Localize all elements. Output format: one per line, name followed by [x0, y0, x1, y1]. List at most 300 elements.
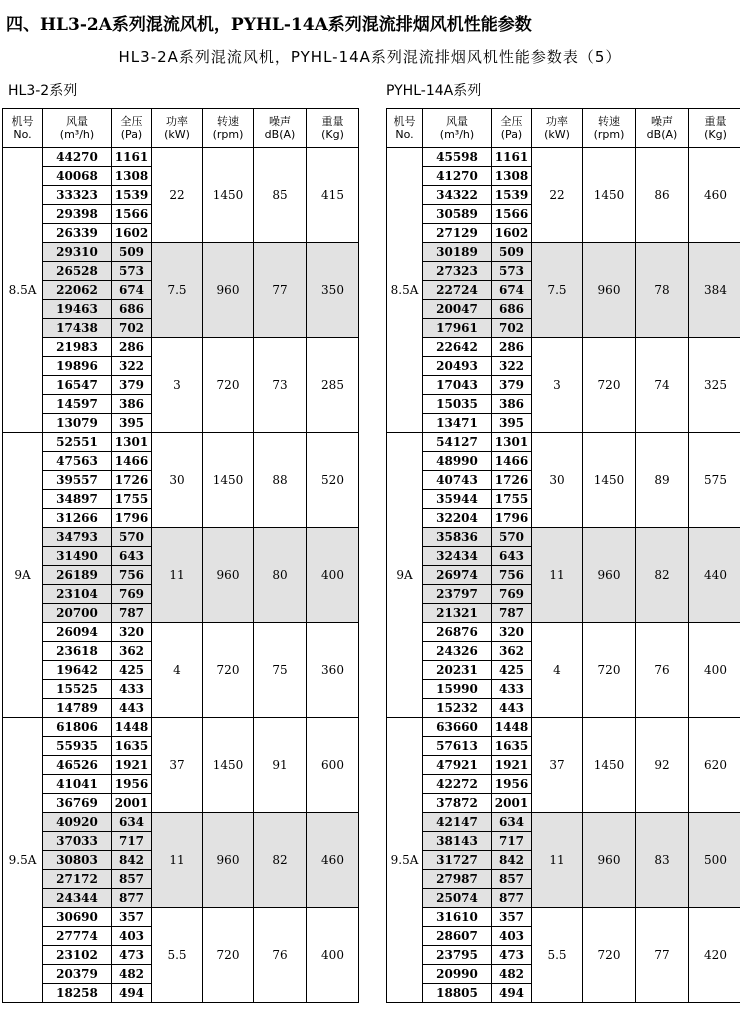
pressure-cell: 286: [492, 338, 532, 357]
airflow-cell: 34897: [43, 490, 112, 509]
pressure-cell: 756: [492, 566, 532, 585]
airflow-cell: 31727: [423, 851, 492, 870]
noise-cell: 76: [636, 623, 689, 718]
pressure-cell: 473: [492, 946, 532, 965]
airflow-cell: 23102: [43, 946, 112, 965]
weight-header: [307, 109, 359, 148]
noise-header-line: 噪声: [651, 115, 673, 128]
model-number-cell: 9.5A: [3, 718, 43, 1003]
airflow-cell: 13471: [423, 414, 492, 433]
series-label-pyhl-14a: PYHL-14A系列: [386, 83, 482, 99]
noise-cell: 78: [636, 243, 689, 338]
airflow-cell: 30189: [423, 243, 492, 262]
pressure-cell: 1448: [112, 718, 152, 737]
power-header-line: (kW): [164, 128, 190, 141]
airflow-cell: 63660: [423, 718, 492, 737]
power-header: [532, 109, 583, 148]
weight-cell: 360: [307, 623, 359, 718]
speed-header: [203, 109, 254, 148]
model-no-header: [3, 109, 43, 148]
pressure-cell: 443: [112, 699, 152, 718]
weight-cell: 575: [689, 433, 740, 528]
airflow-cell: 47921: [423, 756, 492, 775]
airflow-cell: 24344: [43, 889, 112, 908]
pressure-cell: 482: [112, 965, 152, 984]
table-row: [387, 813, 740, 832]
airflow-cell: 27172: [43, 870, 112, 889]
noise-cell: 86: [636, 148, 689, 243]
airflow-cell: 23795: [423, 946, 492, 965]
pressure-cell: 1539: [492, 186, 532, 205]
pressure-cell: 717: [492, 832, 532, 851]
pressure-cell: 573: [112, 262, 152, 281]
pressure-cell: 717: [112, 832, 152, 851]
pressure-cell: 787: [492, 604, 532, 623]
pressure-cell: 643: [492, 547, 532, 566]
pressure-cell: 1755: [112, 490, 152, 509]
airflow-header-line: (m³/h): [59, 128, 95, 141]
weight-header-line: (Kg): [321, 128, 344, 141]
power-cell: 3: [532, 338, 583, 433]
pressure-cell: 482: [492, 965, 532, 984]
pressure-cell: 357: [492, 908, 532, 927]
airflow-cell: 22642: [423, 338, 492, 357]
speed-cell: 960: [203, 243, 254, 338]
pressure-cell: 494: [112, 984, 152, 1003]
pressure-cell: 1602: [492, 224, 532, 243]
noise-cell: 76: [254, 908, 307, 1003]
power-cell: 22: [152, 148, 203, 243]
airflow-cell: 42147: [423, 813, 492, 832]
pressure-cell: 433: [492, 680, 532, 699]
weight-cell: 400: [307, 528, 359, 623]
pressure-cell: 702: [492, 319, 532, 338]
noise-cell: 91: [254, 718, 307, 813]
table-row: [387, 338, 740, 357]
weight-cell: 500: [689, 813, 740, 908]
pressure-cell: 425: [112, 661, 152, 680]
airflow-header-line: 风量: [66, 115, 88, 128]
airflow-cell: 36769: [43, 794, 112, 813]
airflow-cell: 23797: [423, 585, 492, 604]
noise-cell: 83: [636, 813, 689, 908]
airflow-cell: 19642: [43, 661, 112, 680]
weight-cell: 420: [689, 908, 740, 1003]
speed-cell: 960: [583, 243, 636, 338]
speed-cell: 720: [583, 908, 636, 1003]
airflow-cell: 32434: [423, 547, 492, 566]
airflow-cell: 57613: [423, 737, 492, 756]
pressure-cell: 473: [112, 946, 152, 965]
airflow-cell: 34322: [423, 186, 492, 205]
model-number-cell: 9.5A: [387, 718, 423, 1003]
pressure-cell: 494: [492, 984, 532, 1003]
airflow-cell: 41041: [43, 775, 112, 794]
airflow-cell: 37872: [423, 794, 492, 813]
pressure-cell: 842: [112, 851, 152, 870]
airflow-cell: 14789: [43, 699, 112, 718]
speed-header-line: 转速: [598, 115, 620, 128]
power-cell: 7.5: [532, 243, 583, 338]
airflow-cell: 20700: [43, 604, 112, 623]
pressure-cell: 1796: [112, 509, 152, 528]
pressure-cell: 1301: [112, 433, 152, 452]
pressure-cell: 1308: [492, 167, 532, 186]
airflow-cell: 48990: [423, 452, 492, 471]
airflow-cell: 26528: [43, 262, 112, 281]
pressure-cell: 769: [112, 585, 152, 604]
airflow-cell: 27987: [423, 870, 492, 889]
pressure-cell: 1466: [112, 452, 152, 471]
airflow-cell: 13079: [43, 414, 112, 433]
pressure-cell: 877: [112, 889, 152, 908]
power-cell: 4: [152, 623, 203, 718]
airflow-cell: 26189: [43, 566, 112, 585]
pressure-cell: 570: [492, 528, 532, 547]
power-cell: 5.5: [152, 908, 203, 1003]
airflow-cell: 19896: [43, 357, 112, 376]
pressure-cell: 674: [112, 281, 152, 300]
airflow-header-line: (m³/h): [439, 128, 475, 141]
noise-header-line: dB(A): [264, 128, 296, 141]
series-label-hl3-2: HL3-2系列: [8, 83, 78, 99]
airflow-cell: 30589: [423, 205, 492, 224]
weight-cell: 400: [307, 908, 359, 1003]
pressure-cell: 320: [112, 623, 152, 642]
airflow-header: [43, 109, 112, 148]
airflow-cell: 44270: [43, 148, 112, 167]
table-row: [3, 623, 359, 642]
speed-header: [583, 109, 636, 148]
power-cell: 30: [532, 433, 583, 528]
airflow-cell: 26876: [423, 623, 492, 642]
speed-cell: 960: [583, 528, 636, 623]
airflow-cell: 54127: [423, 433, 492, 452]
noise-cell: 82: [636, 528, 689, 623]
weight-header-line: 重量: [704, 115, 727, 128]
power-cell: 11: [532, 528, 583, 623]
pressure-header-line: 全压: [500, 115, 523, 128]
speed-cell: 1450: [203, 718, 254, 813]
speed-cell: 1450: [203, 433, 254, 528]
airflow-cell: 35836: [423, 528, 492, 547]
speed-header-line: (rpm): [593, 128, 625, 141]
table-row: [387, 718, 740, 737]
power-header-line: (kW): [544, 128, 570, 141]
page-heading: 四、HL3-2A系列混流风机，PYHL-14A系列混流排烟风机性能参数: [6, 15, 532, 35]
airflow-cell: 17043: [423, 376, 492, 395]
power-cell: 11: [532, 813, 583, 908]
airflow-cell: 45598: [423, 148, 492, 167]
pressure-cell: 357: [112, 908, 152, 927]
pressure-cell: 1566: [112, 205, 152, 224]
noise-cell: 73: [254, 338, 307, 433]
airflow-cell: 46526: [43, 756, 112, 775]
power-header-line: 功率: [166, 115, 188, 128]
airflow-cell: 47563: [43, 452, 112, 471]
pressure-cell: 877: [492, 889, 532, 908]
pressure-cell: 443: [492, 699, 532, 718]
noise-cell: 80: [254, 528, 307, 623]
airflow-cell: 26339: [43, 224, 112, 243]
airflow-cell: 18258: [43, 984, 112, 1003]
pressure-cell: 769: [492, 585, 532, 604]
airflow-cell: 30803: [43, 851, 112, 870]
power-cell: 37: [532, 718, 583, 813]
airflow-cell: 29398: [43, 205, 112, 224]
airflow-header-line: 风量: [446, 115, 468, 128]
pressure-cell: 573: [492, 262, 532, 281]
airflow-cell: 15232: [423, 699, 492, 718]
pressure-cell: 634: [112, 813, 152, 832]
pressure-cell: 379: [492, 376, 532, 395]
model-no-header: [387, 109, 423, 148]
airflow-cell: 29310: [43, 243, 112, 262]
pressure-cell: 1301: [492, 433, 532, 452]
pressure-cell: 403: [112, 927, 152, 946]
power-cell: 3: [152, 338, 203, 433]
pressure-cell: 1956: [112, 775, 152, 794]
pressure-cell: 320: [492, 623, 532, 642]
airflow-cell: 15525: [43, 680, 112, 699]
airflow-cell: 40920: [43, 813, 112, 832]
model-no-header-line: 机号: [11, 115, 34, 128]
model-no-header-line: No.: [395, 128, 414, 141]
airflow-cell: 24326: [423, 642, 492, 661]
pressure-cell: 1602: [112, 224, 152, 243]
power-cell: 37: [152, 718, 203, 813]
pressure-cell: 1921: [492, 756, 532, 775]
airflow-cell: 39557: [43, 471, 112, 490]
table-row: [387, 623, 740, 642]
weight-cell: 460: [307, 813, 359, 908]
pressure-cell: 322: [492, 357, 532, 376]
airflow-cell: 30690: [43, 908, 112, 927]
pressure-cell: 395: [492, 414, 532, 433]
airflow-cell: 17438: [43, 319, 112, 338]
airflow-cell: 23618: [43, 642, 112, 661]
weight-cell: 440: [689, 528, 740, 623]
speed-cell: 1450: [583, 718, 636, 813]
pressure-header-line: (Pa): [120, 128, 143, 141]
table-row: [387, 243, 740, 262]
table-row: [3, 813, 359, 832]
noise-cell: 75: [254, 623, 307, 718]
model-number-cell: 8.5A: [3, 148, 43, 433]
airflow-cell: 17961: [423, 319, 492, 338]
model-no-header-line: No.: [13, 128, 32, 141]
pressure-cell: 756: [112, 566, 152, 585]
airflow-cell: 16547: [43, 376, 112, 395]
pressure-cell: 1726: [492, 471, 532, 490]
weight-cell: 600: [307, 718, 359, 813]
airflow-cell: 20047: [423, 300, 492, 319]
airflow-cell: 20493: [423, 357, 492, 376]
pressure-cell: 1566: [492, 205, 532, 224]
pressure-cell: 1726: [112, 471, 152, 490]
noise-cell: 77: [254, 243, 307, 338]
weight-cell: 285: [307, 338, 359, 433]
pyhl-14a-performance-table: [386, 108, 740, 1003]
airflow-cell: 27129: [423, 224, 492, 243]
power-header: [152, 109, 203, 148]
weight-header-line: (Kg): [704, 128, 727, 141]
weight-cell: 350: [307, 243, 359, 338]
pressure-cell: 322: [112, 357, 152, 376]
pressure-cell: 857: [112, 870, 152, 889]
table-row: [3, 243, 359, 262]
airflow-cell: 21321: [423, 604, 492, 623]
pressure-cell: 379: [112, 376, 152, 395]
speed-cell: 720: [583, 623, 636, 718]
pressure-cell: 362: [492, 642, 532, 661]
speed-cell: 720: [583, 338, 636, 433]
pressure-cell: 842: [492, 851, 532, 870]
airflow-cell: 22062: [43, 281, 112, 300]
table-row: [3, 433, 359, 452]
pressure-header: [112, 109, 152, 148]
airflow-cell: 21983: [43, 338, 112, 357]
pressure-cell: 570: [112, 528, 152, 547]
airflow-cell: 18805: [423, 984, 492, 1003]
airflow-cell: 38143: [423, 832, 492, 851]
table-row: [387, 148, 740, 167]
speed-cell: 1450: [583, 148, 636, 243]
pressure-cell: 643: [112, 547, 152, 566]
speed-cell: 720: [203, 623, 254, 718]
noise-cell: 89: [636, 433, 689, 528]
pressure-cell: 1796: [492, 509, 532, 528]
power-cell: 4: [532, 623, 583, 718]
weight-cell: 520: [307, 433, 359, 528]
pressure-cell: 686: [492, 300, 532, 319]
power-cell: 30: [152, 433, 203, 528]
noise-header: [636, 109, 689, 148]
model-number-cell: 9A: [3, 433, 43, 718]
pressure-cell: 403: [492, 927, 532, 946]
airflow-cell: 15990: [423, 680, 492, 699]
airflow-cell: 37033: [43, 832, 112, 851]
airflow-cell: 55935: [43, 737, 112, 756]
power-cell: 11: [152, 528, 203, 623]
weight-cell: 620: [689, 718, 740, 813]
airflow-cell: 40743: [423, 471, 492, 490]
pressure-header-line: 全压: [120, 115, 143, 128]
noise-cell: 77: [636, 908, 689, 1003]
airflow-cell: 20379: [43, 965, 112, 984]
airflow-cell: 31490: [43, 547, 112, 566]
airflow-cell: 23104: [43, 585, 112, 604]
airflow-cell: 20231: [423, 661, 492, 680]
noise-header: [254, 109, 307, 148]
airflow-cell: 41270: [423, 167, 492, 186]
noise-cell: 92: [636, 718, 689, 813]
speed-cell: 960: [583, 813, 636, 908]
airflow-cell: 26094: [43, 623, 112, 642]
noise-cell: 74: [636, 338, 689, 433]
power-cell: 22: [532, 148, 583, 243]
pressure-cell: 386: [112, 395, 152, 414]
hl3-2-performance-table: [2, 108, 359, 1003]
pressure-cell: 1956: [492, 775, 532, 794]
speed-cell: 960: [203, 528, 254, 623]
speed-cell: 720: [203, 338, 254, 433]
airflow-cell: 52551: [43, 433, 112, 452]
pressure-cell: 1161: [492, 148, 532, 167]
pressure-cell: 2001: [492, 794, 532, 813]
table-row: [3, 148, 359, 167]
pressure-cell: 634: [492, 813, 532, 832]
pressure-cell: 1539: [112, 186, 152, 205]
airflow-cell: 26974: [423, 566, 492, 585]
pressure-cell: 857: [492, 870, 532, 889]
pressure-cell: 686: [112, 300, 152, 319]
airflow-cell: 25074: [423, 889, 492, 908]
pressure-cell: 395: [112, 414, 152, 433]
pressure-cell: 702: [112, 319, 152, 338]
pressure-cell: 1635: [112, 737, 152, 756]
table-row: [3, 338, 359, 357]
weight-header-line: 重量: [321, 115, 344, 128]
airflow-cell: 42272: [423, 775, 492, 794]
weight-header: [689, 109, 740, 148]
power-cell: 5.5: [532, 908, 583, 1003]
pressure-cell: 1635: [492, 737, 532, 756]
pressure-cell: 509: [112, 243, 152, 262]
airflow-cell: 61806: [43, 718, 112, 737]
speed-header-line: (rpm): [212, 128, 244, 141]
model-number-cell: 9A: [387, 433, 423, 718]
airflow-cell: 40068: [43, 167, 112, 186]
pressure-cell: 1921: [112, 756, 152, 775]
weight-cell: 400: [689, 623, 740, 718]
header-row: [387, 109, 740, 148]
airflow-cell: 22724: [423, 281, 492, 300]
pressure-cell: 1755: [492, 490, 532, 509]
power-header-line: 功率: [546, 115, 568, 128]
speed-header-line: 转速: [217, 115, 239, 128]
header-row: [3, 109, 359, 148]
pressure-cell: 509: [492, 243, 532, 262]
power-cell: 7.5: [152, 243, 203, 338]
pressure-cell: 1466: [492, 452, 532, 471]
table-row: [387, 908, 740, 927]
noise-header-line: 噪声: [269, 115, 291, 128]
speed-cell: 1450: [203, 148, 254, 243]
power-cell: 11: [152, 813, 203, 908]
airflow-cell: 28607: [423, 927, 492, 946]
airflow-cell: 33323: [43, 186, 112, 205]
airflow-cell: 14597: [43, 395, 112, 414]
airflow-cell: 35944: [423, 490, 492, 509]
table-row: [3, 718, 359, 737]
weight-cell: 460: [689, 148, 740, 243]
pressure-cell: 674: [492, 281, 532, 300]
pressure-cell: 1161: [112, 148, 152, 167]
airflow-cell: 31610: [423, 908, 492, 927]
airflow-cell: 34793: [43, 528, 112, 547]
table-row: [387, 433, 740, 452]
speed-cell: 1450: [583, 433, 636, 528]
noise-cell: 88: [254, 433, 307, 528]
pressure-cell: 1448: [492, 718, 532, 737]
airflow-cell: 27774: [43, 927, 112, 946]
table-row: [387, 528, 740, 547]
airflow-cell: 27323: [423, 262, 492, 281]
airflow-cell: 15035: [423, 395, 492, 414]
noise-cell: 85: [254, 148, 307, 243]
speed-cell: 960: [203, 813, 254, 908]
